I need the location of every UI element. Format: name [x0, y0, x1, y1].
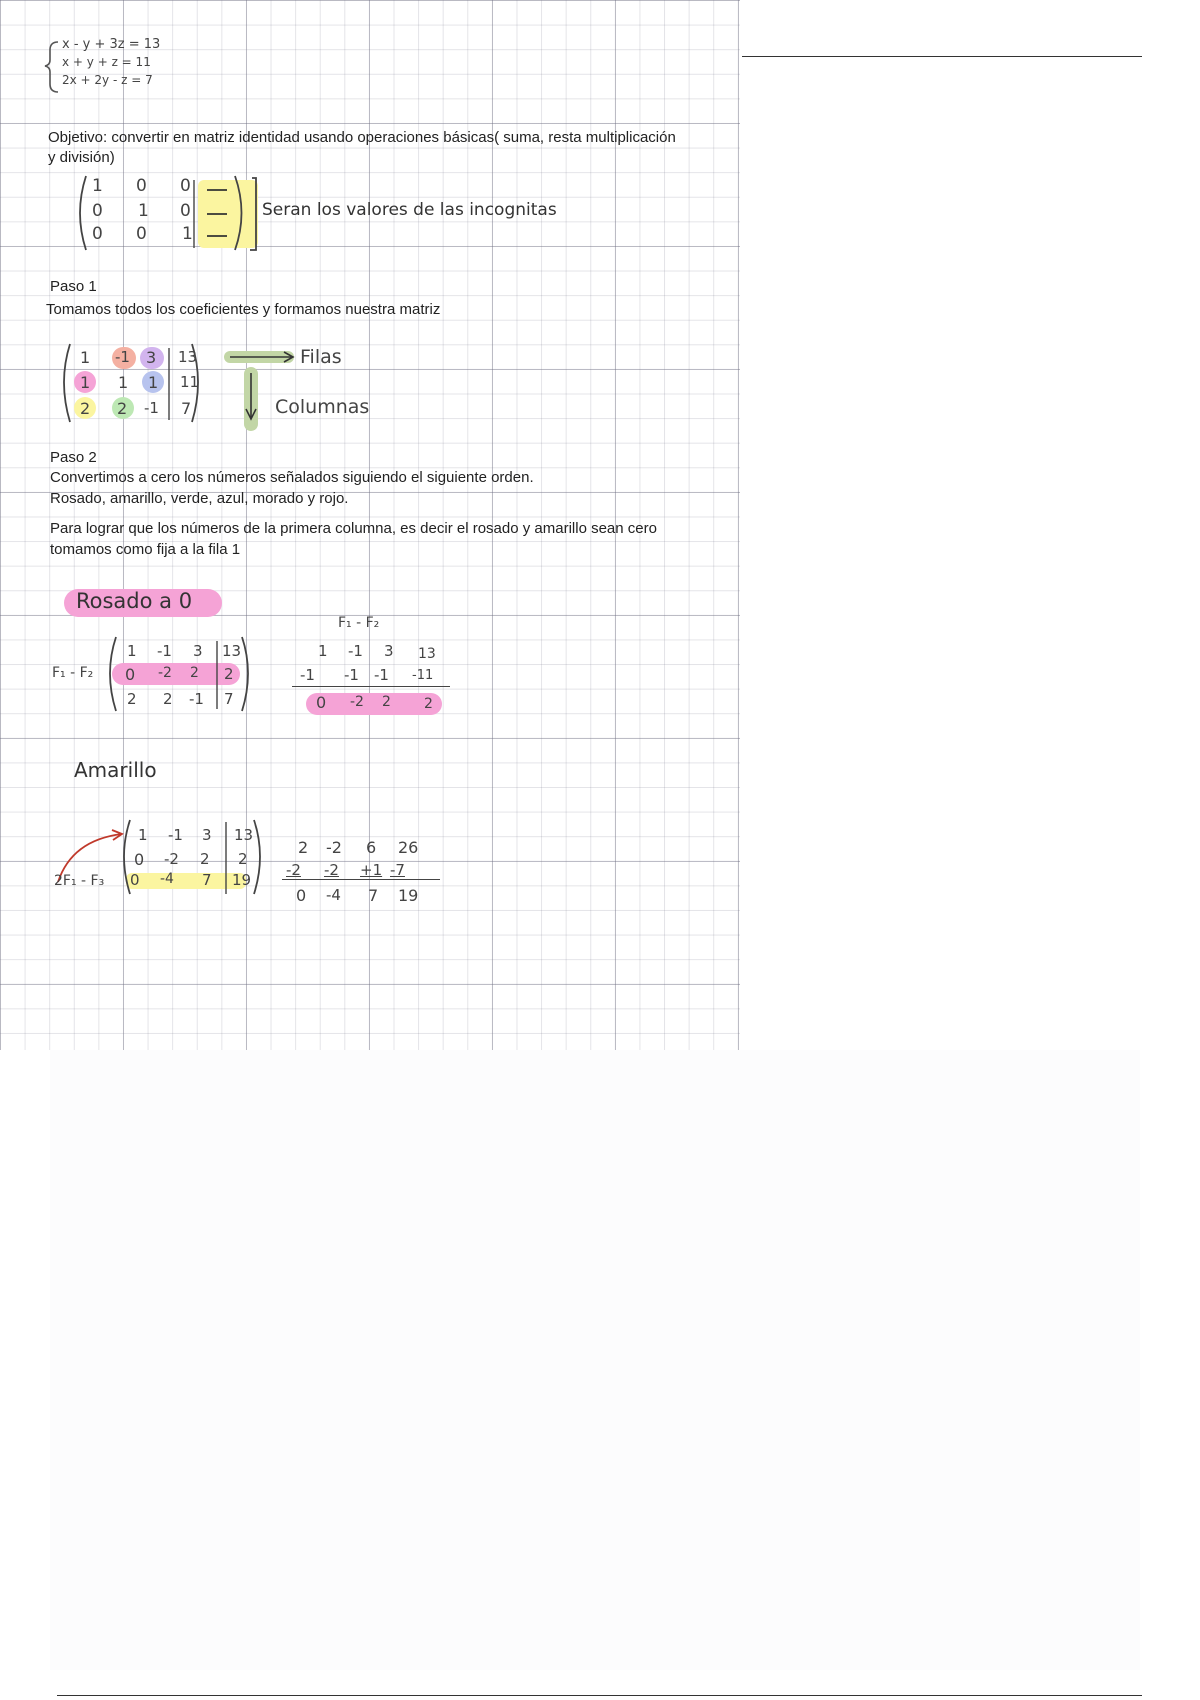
- identity-r3c2: 0: [136, 224, 147, 244]
- m2-r1c1: 1: [127, 642, 137, 660]
- identity-r1c1: 1: [92, 176, 103, 196]
- identity-r1c3: 0: [180, 176, 191, 196]
- rosado-sum-line: [292, 686, 450, 687]
- objective-line-1: Objetivo: convertir en matriz identidad usando operaciones básicas( suma, resta multiplicación: [48, 129, 676, 146]
- m1-r2c3: 1: [148, 373, 159, 392]
- m2-r3c3: -1: [189, 690, 204, 708]
- ac1-c2: -2: [326, 838, 342, 857]
- m2-r1c3: 3: [193, 642, 203, 660]
- m2-r2c2: -2: [158, 665, 172, 681]
- m1-r2c1: 1: [80, 373, 91, 392]
- top-rule-line: [742, 56, 1142, 57]
- rr-c2: -2: [350, 694, 364, 710]
- ac2-c1: -2: [286, 861, 301, 879]
- m3-r2c4: 2: [238, 850, 248, 868]
- m2-r2c3: 2: [190, 665, 199, 681]
- paso2-line-2: Rosado, amarillo, verde, azul, morado y rojo.: [50, 490, 349, 507]
- unknowns-note: Seran los valores de las incognitas: [262, 200, 557, 220]
- ac2-c2: -2: [324, 861, 339, 879]
- ar-c2: -4: [326, 886, 341, 904]
- identity-r3c3: 1: [182, 224, 193, 244]
- m1-r3c2: 2: [117, 399, 128, 418]
- paso2-para-1: Para lograr que los números de la primera columna, es decir el rosado y amarillo sean cero: [50, 520, 657, 537]
- m3-r2c3: 2: [200, 850, 210, 868]
- ar-c1: 0: [296, 886, 307, 905]
- rr-c3: 2: [382, 694, 391, 710]
- m3-r3c4: 19: [232, 871, 252, 889]
- m3-r1c2: -1: [168, 826, 183, 844]
- amarillo-heading: Amarillo: [74, 758, 157, 782]
- filas-columnas-arrows: [222, 345, 302, 435]
- ar-c4: 19: [398, 886, 419, 905]
- filas-label: Filas: [300, 346, 342, 368]
- identity-r3c1: 0: [92, 224, 103, 244]
- rosado-heading: Rosado a 0: [76, 589, 193, 613]
- m1-r1c3: 3: [146, 348, 157, 367]
- paso1-text: Tomamos todos los coeficientes y formamos nuestra matriz: [46, 301, 441, 318]
- m2-r1c4: 13: [222, 642, 242, 660]
- m3-r2c2: -2: [164, 850, 179, 868]
- m2-r2c4: 2: [224, 665, 234, 683]
- identity-r1c2: 0: [136, 176, 147, 196]
- m3-r1c1: 1: [138, 826, 148, 844]
- rc2-c4: -11: [412, 668, 434, 683]
- m3-r3c1: 0: [130, 871, 140, 889]
- m2-r3c2: 2: [163, 690, 173, 708]
- paso2-title: Paso 2: [50, 449, 97, 466]
- rc2-c3: -1: [374, 666, 389, 684]
- m1-r1c2: -1: [115, 348, 130, 366]
- rc1-c1: 1: [318, 642, 328, 660]
- ac1-c3: 6: [366, 838, 377, 857]
- m1-r1c1: 1: [80, 348, 91, 367]
- bottom-rule-line: [57, 1695, 1142, 1696]
- amarillo-sum-line: [282, 879, 440, 880]
- m3-r3c3: 7: [202, 871, 212, 889]
- columnas-label: Columnas: [275, 396, 370, 418]
- ar-c3: 7: [368, 886, 379, 905]
- m3-r1c3: 3: [202, 826, 212, 844]
- rc2-c2: -1: [344, 666, 359, 684]
- rosado-op-label: F₁ - F₂: [52, 665, 94, 681]
- rr-c1: 0: [316, 693, 327, 712]
- rr-c4: 2: [424, 696, 433, 712]
- equation-2: x + y + z = 11: [62, 55, 151, 69]
- rc1-c3: 3: [384, 642, 394, 660]
- rosado-result-highlight: [306, 693, 442, 715]
- rc1-c2: -1: [348, 642, 363, 660]
- paso2-para-2: tomamos como fija a la fila 1: [50, 541, 241, 558]
- paso2-line-1: Convertimos a cero los números señalados siguiendo el siguiente orden.: [50, 469, 534, 486]
- objective-line-2: y división): [48, 149, 115, 166]
- m1-r3c1: 2: [80, 399, 91, 418]
- rc1-c4: 13: [418, 646, 436, 662]
- m2-r2c1: 0: [125, 665, 136, 684]
- m1-r2c4: 11: [180, 373, 200, 391]
- rc2-c1: -1: [300, 666, 315, 684]
- paso1-title: Paso 1: [50, 278, 97, 295]
- m1-r3c3: -1: [144, 399, 159, 417]
- m1-r1c4: 13: [178, 348, 198, 366]
- ac2-c3: +1: [360, 861, 383, 879]
- m3-r3c2: -4: [160, 871, 174, 887]
- m2-r3c4: 7: [224, 690, 234, 708]
- m2-r1c2: -1: [157, 642, 172, 660]
- amarillo-op-label: 2F₁ - F₃: [54, 873, 105, 889]
- identity-r2c1: 0: [92, 201, 103, 221]
- blank-page-area: [50, 1050, 1140, 1670]
- m1-r3c4: 7: [181, 399, 192, 418]
- m1-r2c2: 1: [118, 373, 129, 392]
- m3-r1c4: 13: [234, 826, 254, 844]
- equation-3: 2x + 2y - z = 7: [62, 73, 153, 87]
- ac2-c4: -7: [390, 861, 405, 879]
- identity-r2c3: 0: [180, 201, 191, 221]
- m2-r3c1: 2: [127, 690, 137, 708]
- m3-r2c1: 0: [134, 850, 145, 869]
- ac1-c4: 26: [398, 838, 419, 857]
- ac1-c1: 2: [298, 838, 309, 857]
- rosado-calc-title: F₁ - F₂: [338, 615, 380, 631]
- identity-r2c2: 1: [138, 201, 149, 221]
- equation-1: x - y + 3z = 13: [62, 37, 161, 52]
